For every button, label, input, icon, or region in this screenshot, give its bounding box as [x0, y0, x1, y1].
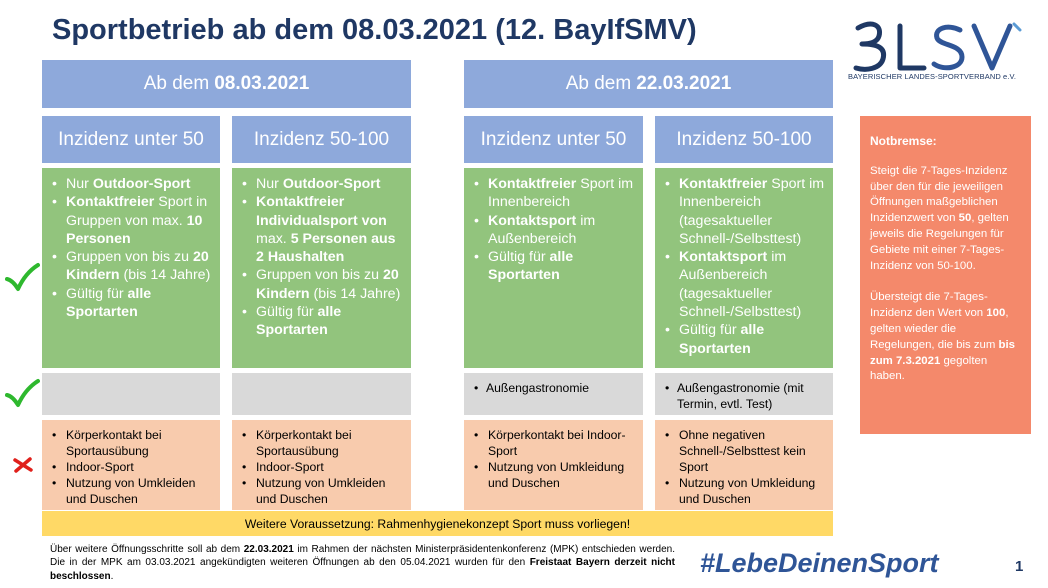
- text-run: (bis 14 Jahre): [119, 267, 211, 284]
- page-number: 1: [1015, 558, 1024, 575]
- text-run: Gültig für: [256, 304, 318, 321]
- bold-text: Kontaktsport: [679, 249, 768, 266]
- text-run: .: [110, 570, 114, 582]
- column-header: Inzidenz 50-100: [232, 116, 411, 163]
- text-run: Gültig für: [488, 249, 550, 266]
- forbidden-box: [42, 420, 220, 510]
- list-item: [242, 193, 403, 266]
- list-item: • Außengastronomie (mit Termin, evtl. Test): [665, 380, 825, 412]
- bold-text: Outdoor-Sport: [92, 176, 191, 192]
- text-run: gegolten haben.: [870, 354, 988, 383]
- bold-text: 5 Personen aus 2 Haushalten: [256, 230, 396, 266]
- bold-text: 50: [958, 212, 972, 225]
- forbidden-box: [232, 420, 411, 510]
- list-item: [665, 175, 825, 248]
- list-item: [242, 266, 403, 303]
- text-run: im Rahmen der nächsten Ministerpräsidentenkonferenz (MPK) entschieden werden. Die in der MPK am 03.03.2021 angekündigten weiteren Öffnungen ab den 05.04.2021 wurden für den: [50, 544, 676, 569]
- list-item: • Außengastronomie: [474, 380, 635, 396]
- notbremse-title: Notbremse:: [870, 134, 937, 148]
- extra-box: [655, 373, 833, 415]
- text-run: (bis 14 Jahre): [309, 285, 401, 302]
- cross-icon: [12, 456, 34, 474]
- allowed-list: [474, 175, 635, 285]
- extra-list: [665, 380, 825, 412]
- list-item: • Nutzung von Umkleidung und Duschen: [665, 475, 825, 507]
- bold-text: Kontaktsport: [488, 212, 577, 229]
- bold-text: Kontaktfreier: [66, 194, 155, 211]
- allowed-box: [655, 168, 833, 368]
- list-item: • Nutzung von Umkleidung und Duschen: [474, 459, 635, 491]
- bold-text: alle Sportarten: [256, 304, 342, 339]
- text-run: Gültig für: [679, 322, 741, 339]
- list-item: • Körperkontakt bei Sportausübung: [242, 427, 403, 459]
- text-run: Gültig für: [66, 285, 128, 302]
- forbidden-list: [665, 427, 825, 507]
- notbremse-paragraph-2: [870, 290, 1022, 385]
- text-run: im Außenbereich: [488, 212, 596, 247]
- extra-box: [464, 373, 643, 415]
- list-item: [242, 175, 403, 193]
- section-prefix: Ab dem: [143, 73, 210, 94]
- column-header: Inzidenz 50-100: [655, 116, 833, 163]
- forbidden-box: [464, 420, 643, 510]
- requirement-banner: Weitere Voraussetzung: Rahmenhygienekonzept Sport muss vorliegen!: [42, 511, 833, 536]
- logo-subtitle: BAYERISCHER LANDES-SPORTVERBAND e.V.: [848, 72, 1017, 81]
- allowed-list: [52, 175, 212, 321]
- text-run: , gelten jeweils die Regelungen für Gebiete mit einer 7-Tages-Inzidenz von 50-100.: [870, 212, 1009, 272]
- forbidden-list: [474, 427, 635, 491]
- hashtag: #LebeDeinenSport: [700, 548, 939, 578]
- list-item: [52, 193, 212, 248]
- section-header-2203: [464, 60, 833, 108]
- list-item: • Ohne negativen Schnell-/Selbsttest kein Sport: [665, 427, 825, 475]
- bold-text: 20 Kindern: [256, 267, 399, 302]
- list-item: [242, 303, 403, 340]
- extra-box: [232, 373, 411, 415]
- list-item: • Indoor-Sport: [242, 459, 403, 475]
- list-item: • Indoor-Sport: [52, 459, 212, 475]
- list-item: • Körperkontakt bei Sportausübung: [52, 427, 212, 459]
- text-run: Nur: [256, 176, 283, 192]
- check-icon: [4, 378, 40, 408]
- allowed-box: [464, 168, 643, 368]
- extra-box: [42, 373, 220, 415]
- text-run: Sport in Gruppen von max.: [66, 194, 208, 229]
- list-item: • Nutzung von Umkleiden und Duschen: [52, 475, 212, 507]
- bold-text: Freistaat Bayern derzeit nicht beschlossen: [50, 557, 675, 582]
- allowed-list: [665, 175, 825, 358]
- check-icon: [4, 262, 40, 292]
- list-item: [52, 285, 212, 322]
- list-item: [665, 321, 825, 358]
- allowed-box: [232, 168, 411, 368]
- extra-list: [474, 380, 635, 396]
- bold-text: Outdoor-Sport: [282, 176, 381, 192]
- bold-text: 10 Personen: [66, 212, 203, 247]
- text-run: Über weitere Öffnungsschritte soll ab dem: [50, 544, 244, 555]
- bold-text: 22.03.2021: [243, 544, 294, 555]
- column-header: Inzidenz unter 50: [42, 116, 220, 163]
- text-run: Sport im Innenbereich (tagesaktueller Schnell-/Selbsttest): [679, 176, 825, 247]
- text-run: Steigt die 7-Tages-Inzidenz über den für die jeweiligen Öffnungen maßgeblichen Inzidenzwert von: [870, 164, 1008, 225]
- bold-text: bis zum 7.3.2021: [870, 338, 1016, 367]
- footnote: [50, 543, 675, 583]
- bold-text: Kontaktfreier: [679, 176, 768, 192]
- text-run: Übersteigt die 7-Tages-Inzidenz den Wert von: [870, 291, 988, 320]
- list-item: [665, 248, 825, 321]
- bold-text: alle Sportarten: [488, 249, 574, 284]
- list-item: • Körperkontakt bei Indoor-Sport: [474, 427, 635, 459]
- list-item: [474, 248, 635, 285]
- section-date: 22.03.2021: [636, 73, 732, 94]
- text-run: max.: [256, 230, 291, 247]
- text-run: Gruppen von bis zu: [66, 249, 193, 266]
- list-item: [474, 175, 635, 212]
- list-item: [52, 248, 212, 285]
- text-run: Gruppen von bis zu: [256, 267, 383, 284]
- forbidden-list: [52, 427, 212, 507]
- bold-text: alle Sportarten: [679, 322, 765, 357]
- bold-text: 100: [986, 307, 1006, 320]
- section-prefix: Ab dem: [565, 73, 632, 94]
- list-item: [52, 175, 212, 193]
- allowed-list: [242, 175, 403, 340]
- text-run: Sport im Innenbereich: [488, 176, 634, 211]
- section-header-0803: [42, 60, 411, 108]
- text-run: , gelten wieder die Regelungen, die bis zum: [870, 307, 1009, 351]
- section-date: 08.03.2021: [214, 73, 310, 94]
- bold-text: alle Sportarten: [66, 285, 152, 321]
- page-title: Sportbetrieb ab dem 08.03.2021 (12. BayIfSMV): [52, 14, 697, 46]
- text-run: Nur: [66, 176, 93, 192]
- notbremse-box: [860, 116, 1031, 434]
- notbremse-paragraph-1: [870, 164, 1022, 275]
- bold-text: 20 Kindern: [66, 249, 209, 284]
- forbidden-box: [655, 420, 833, 510]
- forbidden-list: [242, 427, 403, 507]
- list-item: [474, 212, 635, 249]
- text-run: im Außenbereich (tagesaktueller Schnell-/Selbsttest): [679, 249, 802, 321]
- bold-text: Kontaktfreier Individualsport von: [256, 194, 387, 229]
- allowed-box: [42, 168, 220, 368]
- list-item: • Nutzung von Umkleiden und Duschen: [242, 475, 403, 507]
- bold-text: Kontaktfreier: [488, 176, 577, 192]
- column-header: Inzidenz unter 50: [464, 116, 643, 163]
